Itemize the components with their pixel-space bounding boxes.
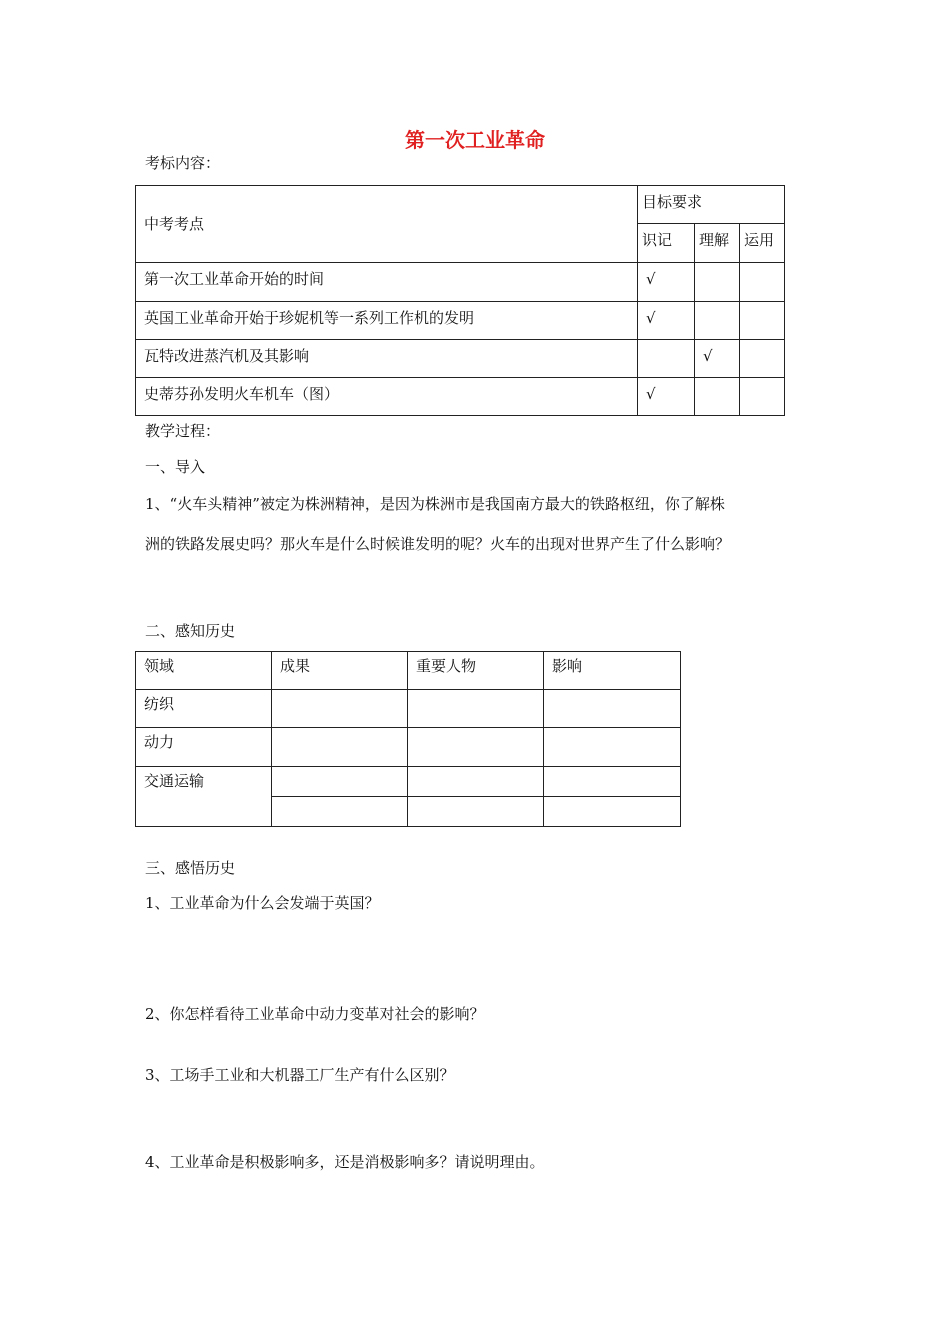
field-cell: 纺织 — [136, 690, 272, 728]
header-level-apply: 运用 — [740, 224, 785, 263]
question-4: 4、工业革命是积极影响多，还是消极影响多？请说明理由。 — [145, 1153, 545, 1171]
section2-heading: 二、感知历史 — [145, 622, 236, 640]
field-cell: 动力 — [136, 728, 272, 767]
table-row — [136, 340, 785, 378]
mark-cell — [740, 378, 785, 416]
history-table — [135, 651, 681, 827]
table-row — [136, 728, 681, 767]
blank-cell[interactable] — [544, 767, 681, 797]
blank-cell[interactable] — [544, 728, 681, 767]
table-row — [136, 690, 681, 728]
mark-cell — [695, 302, 740, 340]
blank-cell[interactable] — [272, 767, 408, 797]
header-points: 中考考点 — [136, 186, 638, 263]
header-impact: 影响 — [544, 652, 681, 690]
question-1: 1、工业革命为什么会发端于英国？ — [145, 894, 380, 912]
header-field: 领域 — [136, 652, 272, 690]
mark-cell — [695, 263, 740, 302]
table-row — [136, 302, 785, 340]
question-3: 3、工场手工业和大机器工厂生产有什么区别？ — [145, 1066, 455, 1084]
mark-cell: √ — [695, 340, 740, 378]
question-2: 2、你怎样看待工业革命中动力变革对社会的影响？ — [145, 1005, 485, 1023]
header-level-recall: 识记 — [638, 224, 695, 263]
blank-cell[interactable] — [408, 767, 544, 797]
standards-label: 考标内容： — [145, 154, 221, 172]
header-achievement: 成果 — [272, 652, 408, 690]
table-row — [136, 767, 681, 797]
mark-cell — [740, 340, 785, 378]
point-cell: 英国工业革命开始于珍妮机等一系列工作机的发明 — [136, 302, 638, 340]
section1-line1: 1、“火车头精神”被定为株洲精神，是因为株洲市是我国南方最大的铁路枢纽，你了解株 — [145, 495, 725, 513]
blank-cell[interactable] — [272, 690, 408, 728]
blank-cell[interactable] — [272, 728, 408, 767]
section1-heading: 一、导入 — [145, 458, 206, 476]
mark-cell: √ — [638, 302, 695, 340]
mark-cell — [638, 340, 695, 378]
mark-cell: √ — [638, 378, 695, 416]
blank-cell[interactable] — [408, 690, 544, 728]
standards-table — [135, 185, 785, 416]
table-row — [136, 263, 785, 302]
section3-heading: 三、感悟历史 — [145, 859, 236, 877]
mark-cell — [740, 263, 785, 302]
section1-line2: 洲的铁路发展史吗？那火车是什么时候谁发明的呢？火车的出现对世界产生了什么影响？ — [145, 535, 731, 553]
point-cell: 瓦特改进蒸汽机及其影响 — [136, 340, 638, 378]
blank-cell[interactable] — [408, 797, 544, 827]
page-title: 第一次工业革命 — [405, 128, 545, 152]
point-cell: 第一次工业革命开始的时间 — [136, 263, 638, 302]
mark-cell — [695, 378, 740, 416]
table-row — [136, 378, 785, 416]
header-person: 重要人物 — [408, 652, 544, 690]
mark-cell — [740, 302, 785, 340]
process-label: 教学过程： — [145, 422, 221, 440]
blank-cell[interactable] — [408, 728, 544, 767]
header-goal: 目标要求 — [638, 186, 785, 224]
blank-cell[interactable] — [544, 690, 681, 728]
blank-cell[interactable] — [272, 797, 408, 827]
point-cell: 史蒂芬孙发明火车机车（图） — [136, 378, 638, 416]
mark-cell: √ — [638, 263, 695, 302]
field-cell: 交通运输 — [136, 767, 272, 827]
header-level-understand: 理解 — [695, 224, 740, 263]
blank-cell[interactable] — [544, 797, 681, 827]
table-header-row — [136, 652, 681, 690]
